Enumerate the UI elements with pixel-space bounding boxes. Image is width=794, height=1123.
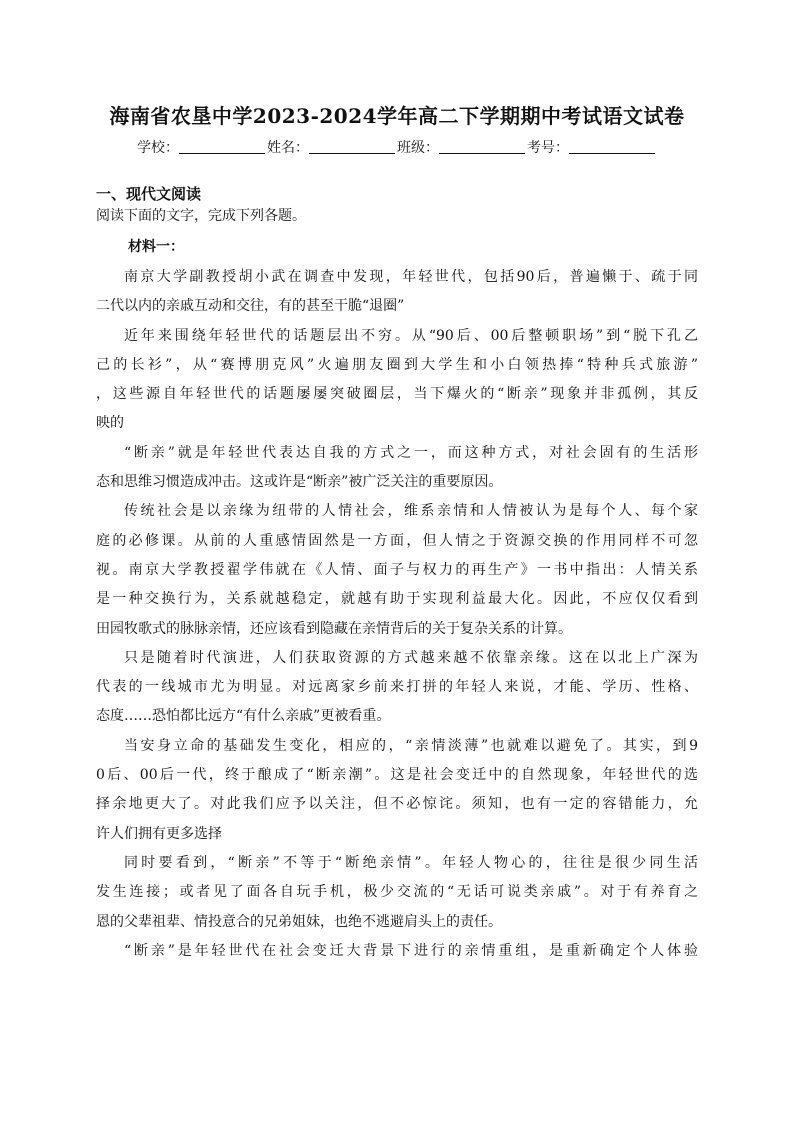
school-field [137,137,267,157]
passage-line: 当安身立命的基础发生变化，相应的，“亲情淡薄”也就难以避免了。其实，到9 [124,737,698,754]
class-label: 班级： [397,140,439,156]
exam-number-label: 考号： [527,140,569,156]
passage-line: 代表的一线城市尤为明显。对远离家乡前来打拼的年轻人来说，才能、学历、性格、 [96,679,698,696]
passage-line: 近年来围绕年轻世代的话题层出不穷。从“90后、00后整顿职场”到“脱下孔乙 [124,327,698,344]
passage-line: 映的 [96,415,124,432]
passage-line: 南京大学副教授胡小武在调查中发现，年轻世代，包括90后，普遍懒于、疏于同 [124,269,698,285]
name-label: 姓名： [267,140,309,156]
name-blank [309,139,395,154]
passage-line: 态度……恐怕都比远方“有什么亲戚”更被看重。 [96,708,391,725]
student-info-line [0,137,794,157]
passage-line: 视。南京大学教授翟学伟就在《人情、面子与权力的再生产》一书中指出：人情关系 [96,561,698,578]
instruction-text: 阅读下面的文字，完成下列各题。 [96,208,306,224]
section-heading: 一、现代文阅读 [96,185,202,203]
passage-line: 发生连接；或者见了面各自玩手机，极少交流的“无话可说类亲戚”。对于有养育之 [96,884,698,901]
passage-line: “断亲”就是年轻世代表达自我的方式之一，而这种方式，对社会固有的生活形 [124,444,698,461]
passage-line: 同时要看到，“断亲”不等于“断绝亲情”。年轻人物心的，往往是很少同生活 [124,854,698,871]
exam-number-blank [569,139,655,154]
passage-line: 择余地更大了。对此我们应予以关注，但不必惊诧。须知，也有一定的容错能力，允 [96,796,698,813]
school-label: 学校： [137,140,179,156]
passage-line: 许人们拥有更多选择 [96,825,222,842]
passage-line: 是一种交换行为，关系就越稳定，就越有助于实现利益最大化。因此，不应仅仅看到 [96,591,698,608]
passage-line: 0后、00后一代，终于酿成了“断亲潮”。这是社会变迁中的自然现象，年轻世代的选 [96,767,698,784]
document-title: 海南省农垦中学2023-2024学年高二下学期期中考试语文试卷 [109,104,685,128]
name-field [267,137,397,157]
passage-line: 庭的必修课。从前的人重感情固然是一方面，但人情之于资源交换的作用同样不可忽 [96,532,698,549]
passage-line: “断亲”是年轻世代在社会变迁大背景下进行的亲情重组，是重新确定个人体验 [124,942,698,959]
passage-body [96,263,698,966]
class-field [397,137,527,157]
exam-number-field [527,137,657,157]
class-blank [439,139,525,154]
passage-line: ，这些源自年轻世代的话题屡屡突破圈层，当下爆火的“断亲”现象并非孤例，其反 [96,386,698,403]
passage-line: 恩的父辈祖辈、情投意合的兄弟姐妹，也绝不逃避肩头上的责任。 [96,913,502,930]
passage-line: 只是随着时代演进，人们获取资源的方式越来越不依靠亲缘。这在以北上广深为 [124,649,698,666]
passage-line: 己的长衫”，从“赛博朋克风”火遍朋友圈到大学生和小白领热捧“特种兵式旅游” [96,356,698,373]
passage-line: 态和思维习惯造成冲击。这或许是“断亲”被广泛关注的重要原因。 [96,474,503,491]
passage-line: 田园牧歌式的脉脉亲情，还应该看到隐藏在亲情背后的关于复杂关系的计算。 [96,620,572,637]
school-blank [179,139,265,154]
passage-line: 传统社会是以亲缘为纽带的人情社会，维系亲情和人情被认为是每个人、每个家 [124,503,698,520]
material-label: 材料一： [128,239,184,255]
passage-line: 二代以内的亲戚互动和交往，有的甚至干脆“退圈” [96,298,405,315]
